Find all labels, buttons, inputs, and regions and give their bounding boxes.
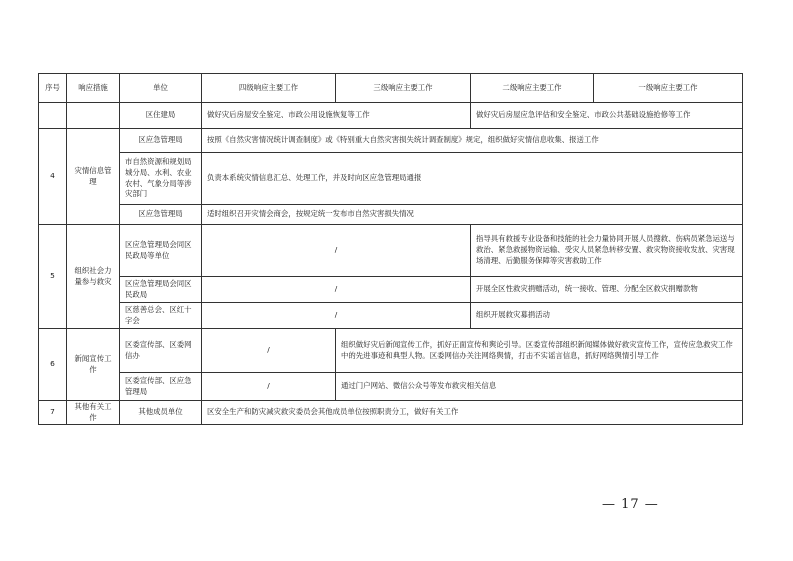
- slash-cell: /: [202, 373, 336, 401]
- unit-cell: 区住建局: [120, 103, 202, 129]
- table-row: [39, 303, 743, 329]
- measure-cell: 灾情信息管理: [67, 129, 120, 225]
- slash-cell: /: [202, 225, 471, 277]
- slash-cell: /: [202, 329, 336, 373]
- slash-cell: /: [202, 303, 471, 329]
- header-unit: 单位: [120, 74, 202, 103]
- header-level1: 一级响应主要工作: [594, 74, 743, 103]
- work-cell-level3-1: 通过门户网站、微信公众号等发布救灾相关信息: [336, 373, 743, 401]
- unit-cell: 市自然资源和规划局城分局、水利、农业农村、气象分局等涉灾部门: [120, 153, 202, 205]
- table-row: [39, 225, 743, 277]
- header-level2: 二级响应主要工作: [471, 74, 594, 103]
- work-cell-all-levels: 按照《自然灾害情况统计调查制度》或《特别重大自然灾害损失统计调查制度》规定，组织做好灾情信息收集、报送工作: [202, 129, 743, 153]
- table-row: [39, 401, 743, 425]
- unit-cell: 其他成员单位: [120, 401, 202, 425]
- measure-cell: 新闻宣传工作: [67, 329, 120, 401]
- header-measure: 响应措施: [67, 74, 120, 103]
- unit-cell: 区委宣传部、区应急管理局: [120, 373, 202, 401]
- work-cell-level2-1: 做好灾后房屋应急评估和安全鉴定、市政公共基础设施抢修等工作: [471, 103, 743, 129]
- work-cell-all-levels: 适时组织召开灾情会商会，按规定统一发布市自然灾害损失情况: [202, 205, 743, 225]
- row-number: 4: [39, 129, 67, 225]
- table-row: [39, 277, 743, 303]
- work-cell-all-levels: 负责本系统灾情信息汇总、处理工作，并及时向区应急管理局通报: [202, 153, 743, 205]
- slash-cell: /: [202, 277, 471, 303]
- table-row: [39, 103, 743, 129]
- table-row: [39, 373, 743, 401]
- page-number: — 17 —: [602, 497, 659, 512]
- header-level3: 三级响应主要工作: [336, 74, 471, 103]
- table-row: [39, 205, 743, 225]
- table-row: [39, 153, 743, 205]
- unit-cell: 区应急管理局: [120, 129, 202, 153]
- table-header-row: [39, 74, 743, 103]
- work-cell-level2-1: 指导具有救援专业设备和技能的社会力量协同开展人员搜救、伤病员紧急运送与救治、紧急救援物资运输、受灾人员紧急转移安置、救灾物资接收发放、灾害现场清理、后勤服务保障等灾害救助工作: [471, 225, 743, 277]
- header-no: 序号: [39, 74, 67, 103]
- work-cell-all-levels: 区安全生产和防灾减灾救灾委员会其他成员单位按照职责分工，做好有关工作: [202, 401, 743, 425]
- emergency-response-table: [38, 73, 743, 425]
- measure-cell: 其他有关工作: [67, 401, 120, 425]
- work-cell-level3-1: 组织做好灾后新闻宣传工作，抓好正面宣传和舆论引导。区委宣传部组织新闻媒体做好救灾宣传工作，宣传应急救灾工作中的先进事迹和典型人物。区委网信办关注网络舆情，打击不实谣言信息，抓好网络舆情引导工作: [336, 329, 743, 373]
- measure-cell: 组织社会力量参与救灾: [67, 225, 120, 329]
- row-number: 7: [39, 401, 67, 425]
- unit-cell: 区慈善总会、区红十字会: [120, 303, 202, 329]
- work-cell-level2-1: 开展全区性救灾捐赠活动，统一接收、管理、分配全区救灾捐赠款物: [471, 277, 743, 303]
- row-number: 6: [39, 329, 67, 401]
- table-row: [39, 129, 743, 153]
- unit-cell: 区应急管理局: [120, 205, 202, 225]
- header-level4: 四级响应主要工作: [202, 74, 336, 103]
- unit-cell: 区应急管理局会同区民政局: [120, 277, 202, 303]
- work-cell-level4-3: 做好灾后房屋安全鉴定、市政公用设施恢复等工作: [202, 103, 471, 129]
- unit-cell: 区委宣传部、区委网信办: [120, 329, 202, 373]
- unit-cell: 区应急管理局会同区民政局等单位: [120, 225, 202, 277]
- table-row: [39, 329, 743, 373]
- row-number: 5: [39, 225, 67, 329]
- work-cell-level2-1: 组织开展救灾募捐活动: [471, 303, 743, 329]
